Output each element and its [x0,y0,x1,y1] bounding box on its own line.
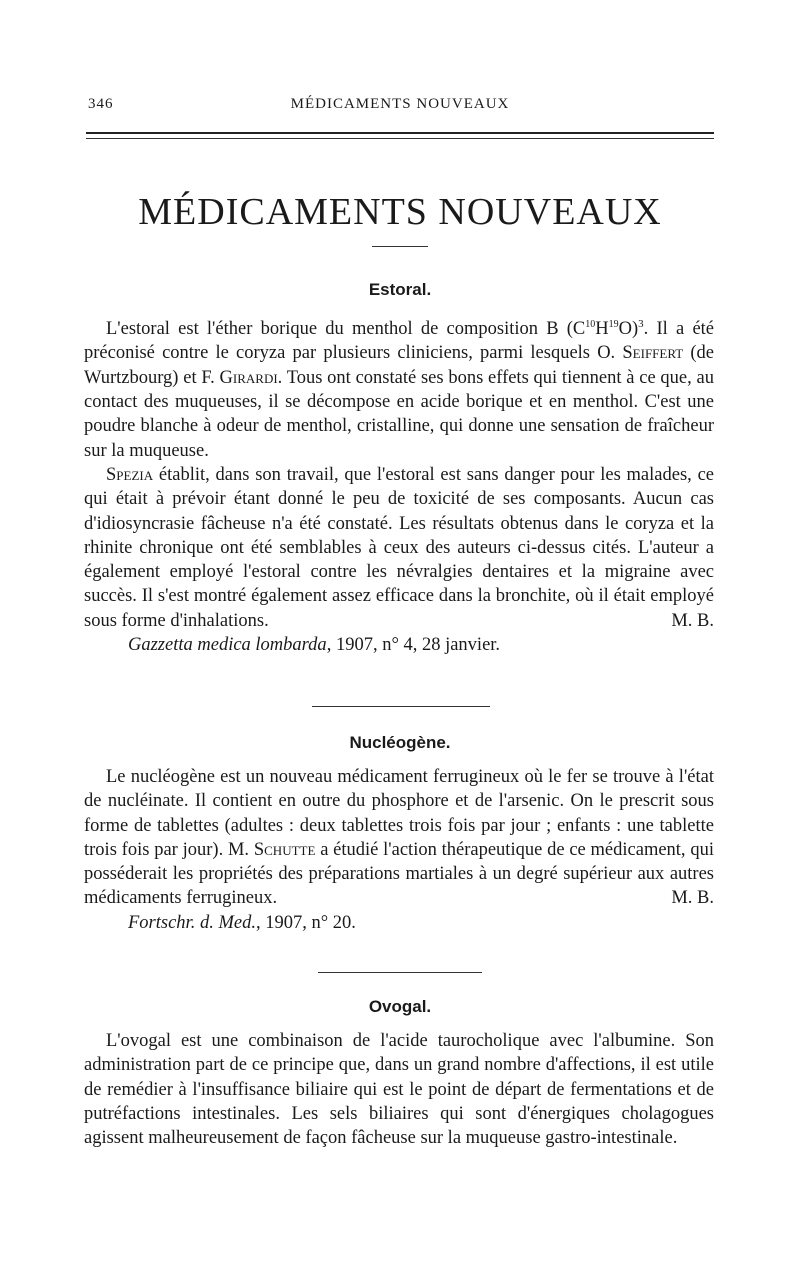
section-body-ovogal [84,1029,714,1150]
text-run: L'estoral est l'éther borique du menthol de composition B (C [106,319,586,340]
journal-title: Fortschr. d. Med. [128,912,256,933]
signature: M. B. [671,610,714,631]
paragraph [84,765,714,911]
signature: M. B. [671,888,714,909]
journal-title: Gazzetta medica lombarda [128,635,327,656]
author-name: Schutte [253,839,316,860]
author-name: Seiffert [622,343,684,364]
paragraph [84,312,714,463]
text-run: O) [618,319,639,340]
header-rule-thick [86,132,714,134]
text-run: (de Wurtzbourg) et F. [84,343,715,388]
running-title: MÉDICAMENTS NOUVEAUX [290,96,510,112]
page-title: MÉDICAMENTS NOUVEAUX [138,191,662,233]
header-rule-thin [86,138,714,139]
text-run: H [595,319,609,340]
reference-details: , 1907, n° 4, 28 janvier. [326,635,501,656]
text-run: Le nucléogène est un nouveau médicament ferrugineux où le fer se trouve à l'état de nucléinate. Il contient en outre du phosphore et de l'arsenic. On le prescrit sous forme de tablettes (adultes : deux tablettes trois fois par jour ; enfants : une tablette trois fois par jour). M. [84,767,714,860]
reference [84,633,714,657]
title-underline [372,246,428,247]
section-title-estoral: Estoral. [368,280,432,299]
page-number: 346 [88,96,114,112]
text-run: a étudié l'action thérapeutique de ce médicament, qui posséderait les propriétés des préparations martiales à un degré supérieur aux autres médicaments ferrugineux. [84,839,714,909]
author-name: Spezia [106,464,154,485]
section-separator [318,972,482,973]
author-name: Girardi [219,367,278,388]
formula-superscript: 10 [585,319,596,330]
text-run: établit, dans son travail, que l'estoral est sans danger pour les malades, ce qui était à prévoir étant donné le peu de toxicité de ses composants. Aucun cas d'idiosyncrasie fâcheuse n'a été constaté. Les résultats obtenus dans le coryza et la rhinite chronique ont été semblables à ceux des auteurs ci-dessus cités. L'auteur a également employé l'estoral contre les névralgies dentaires et la migraine avec succès. Il s'est montré également assez efficace dans la bronchite, où il était employé sous forme d'inhalations. [84,464,714,631]
text-run: . Il a été préconisé contre le coryza par plusieurs cliniciens, parmi lesquels O. [84,319,715,364]
text-run: . Tous ont constaté ses bons effets qui tiennent à ce que, au contact des muqueuses, il se décompose en acide borique et en menthol. C'est une poudre blanche à odeur de menthol, cristalline, qui donne une sensation de fraîcheur sur la muqueuse. [84,367,714,461]
section-body-nucleogene [84,765,714,935]
paragraph: L'ovogal est une combinaison de l'acide taurocholique avec l'albumine. Son administration part de ce principe que, dans un grand nombre d'affections, il est utile de remédier à l'insuffisance biliaire qui est le point de départ de fermentations et de putréfactions intestinales. Les sels biliaires qui sont d'énergiques cholagogues agissent malheureusement de façon fâcheuse sur la muqueuse gastro-intestinale. [84,1031,714,1149]
reference-details: , 1907, n° 20. [255,912,356,933]
paragraph [84,463,714,633]
reference [84,911,714,935]
section-title-nucleogene: Nucléogène. [349,733,451,752]
formula-superscript: 3 [638,318,644,330]
running-header [88,96,712,118]
section-title-ovogal: Ovogal. [368,997,432,1016]
section-separator [312,706,490,707]
section-body-estoral [84,312,714,657]
formula-superscript: 19 [608,319,619,330]
